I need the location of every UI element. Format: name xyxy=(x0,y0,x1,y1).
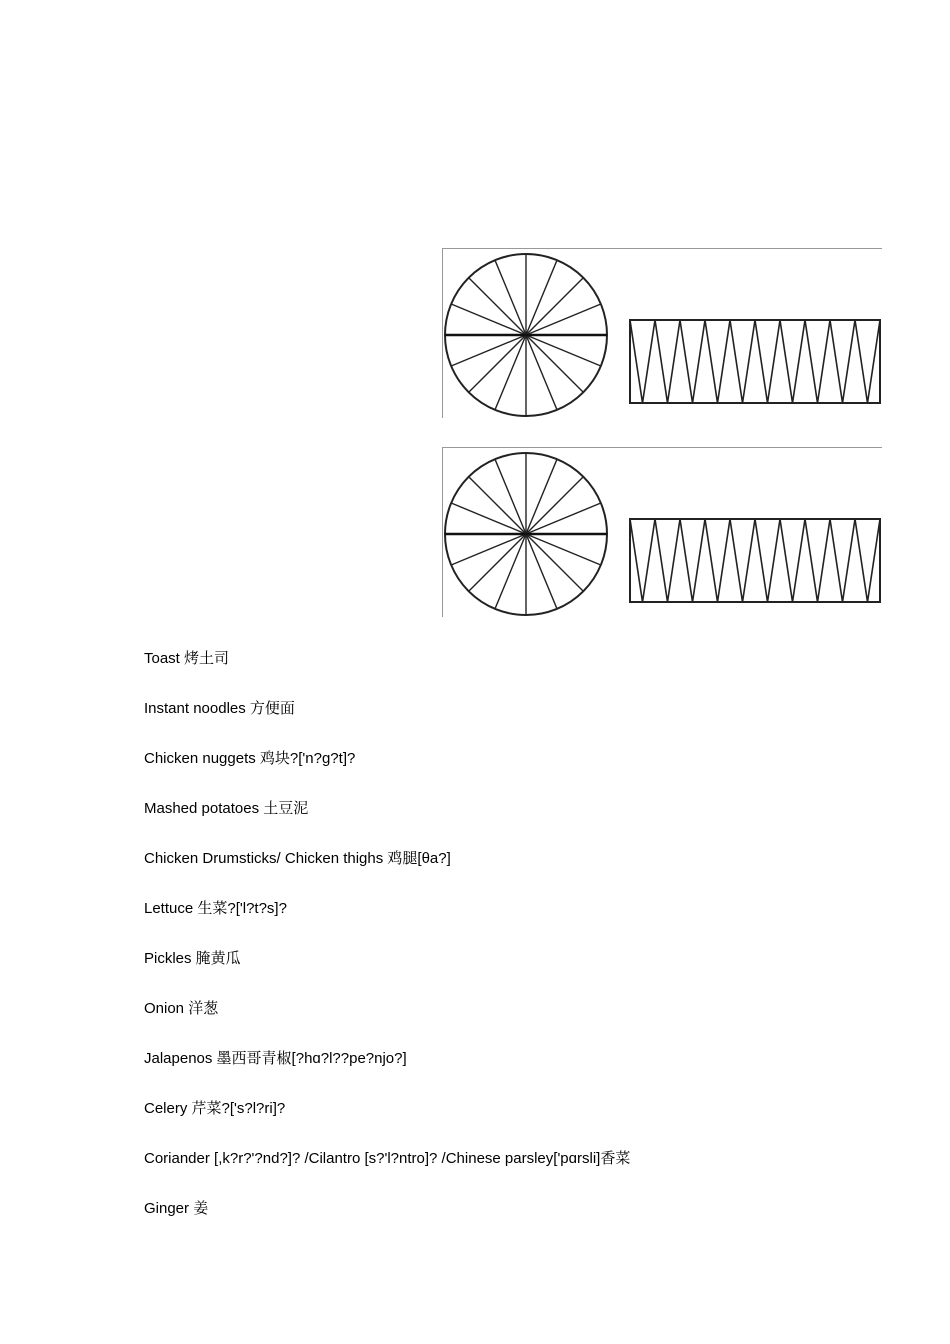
list-item: Celery 芹菜?['s?l?ri]? xyxy=(144,1100,286,1117)
diagram-figure-1 xyxy=(442,248,882,418)
list-item: Toast 烤土司 xyxy=(144,650,230,667)
strip-outline xyxy=(630,320,880,403)
sector-radius xyxy=(469,335,526,392)
list-item: Jalapenos 墨西哥青椒[?hɑ?l??pe?njo?] xyxy=(144,1050,407,1067)
zigzag-line xyxy=(630,320,880,403)
diagram-figure-2 xyxy=(442,447,882,617)
sector-radius xyxy=(469,534,526,591)
list-item: Chicken nuggets 鸡块?['n?g?t]? xyxy=(144,750,356,767)
sector-radius xyxy=(469,278,526,335)
list-item: Lettuce 生菜?['l?t?s]? xyxy=(144,900,287,917)
strip-outline xyxy=(630,519,880,602)
figure-svg xyxy=(442,248,882,420)
figure-svg xyxy=(442,447,882,619)
list-item: Chicken Drumsticks/ Chicken thighs 鸡腿[θa?] xyxy=(144,850,451,867)
sector-radius xyxy=(469,477,526,534)
sector-radius xyxy=(526,534,583,591)
list-item: Pickles 腌黄瓜 xyxy=(144,950,241,967)
sector-radius xyxy=(526,477,583,534)
sector-radius xyxy=(526,335,583,392)
list-item: Mashed potatoes 土豆泥 xyxy=(144,800,309,817)
sector-radius xyxy=(526,278,583,335)
list-item: Coriander [,k?r?'?nd?]? /Cilantro [s?'l?ntro]? /Chinese parsley['pɑrsli]香菜 xyxy=(144,1150,631,1167)
list-item: Ginger 姜 xyxy=(144,1200,209,1217)
list-item: Instant noodles 方便面 xyxy=(144,700,295,717)
list-item: Onion 洋葱 xyxy=(144,1000,219,1017)
zigzag-line xyxy=(630,519,880,602)
vocabulary-list xyxy=(144,648,630,1248)
